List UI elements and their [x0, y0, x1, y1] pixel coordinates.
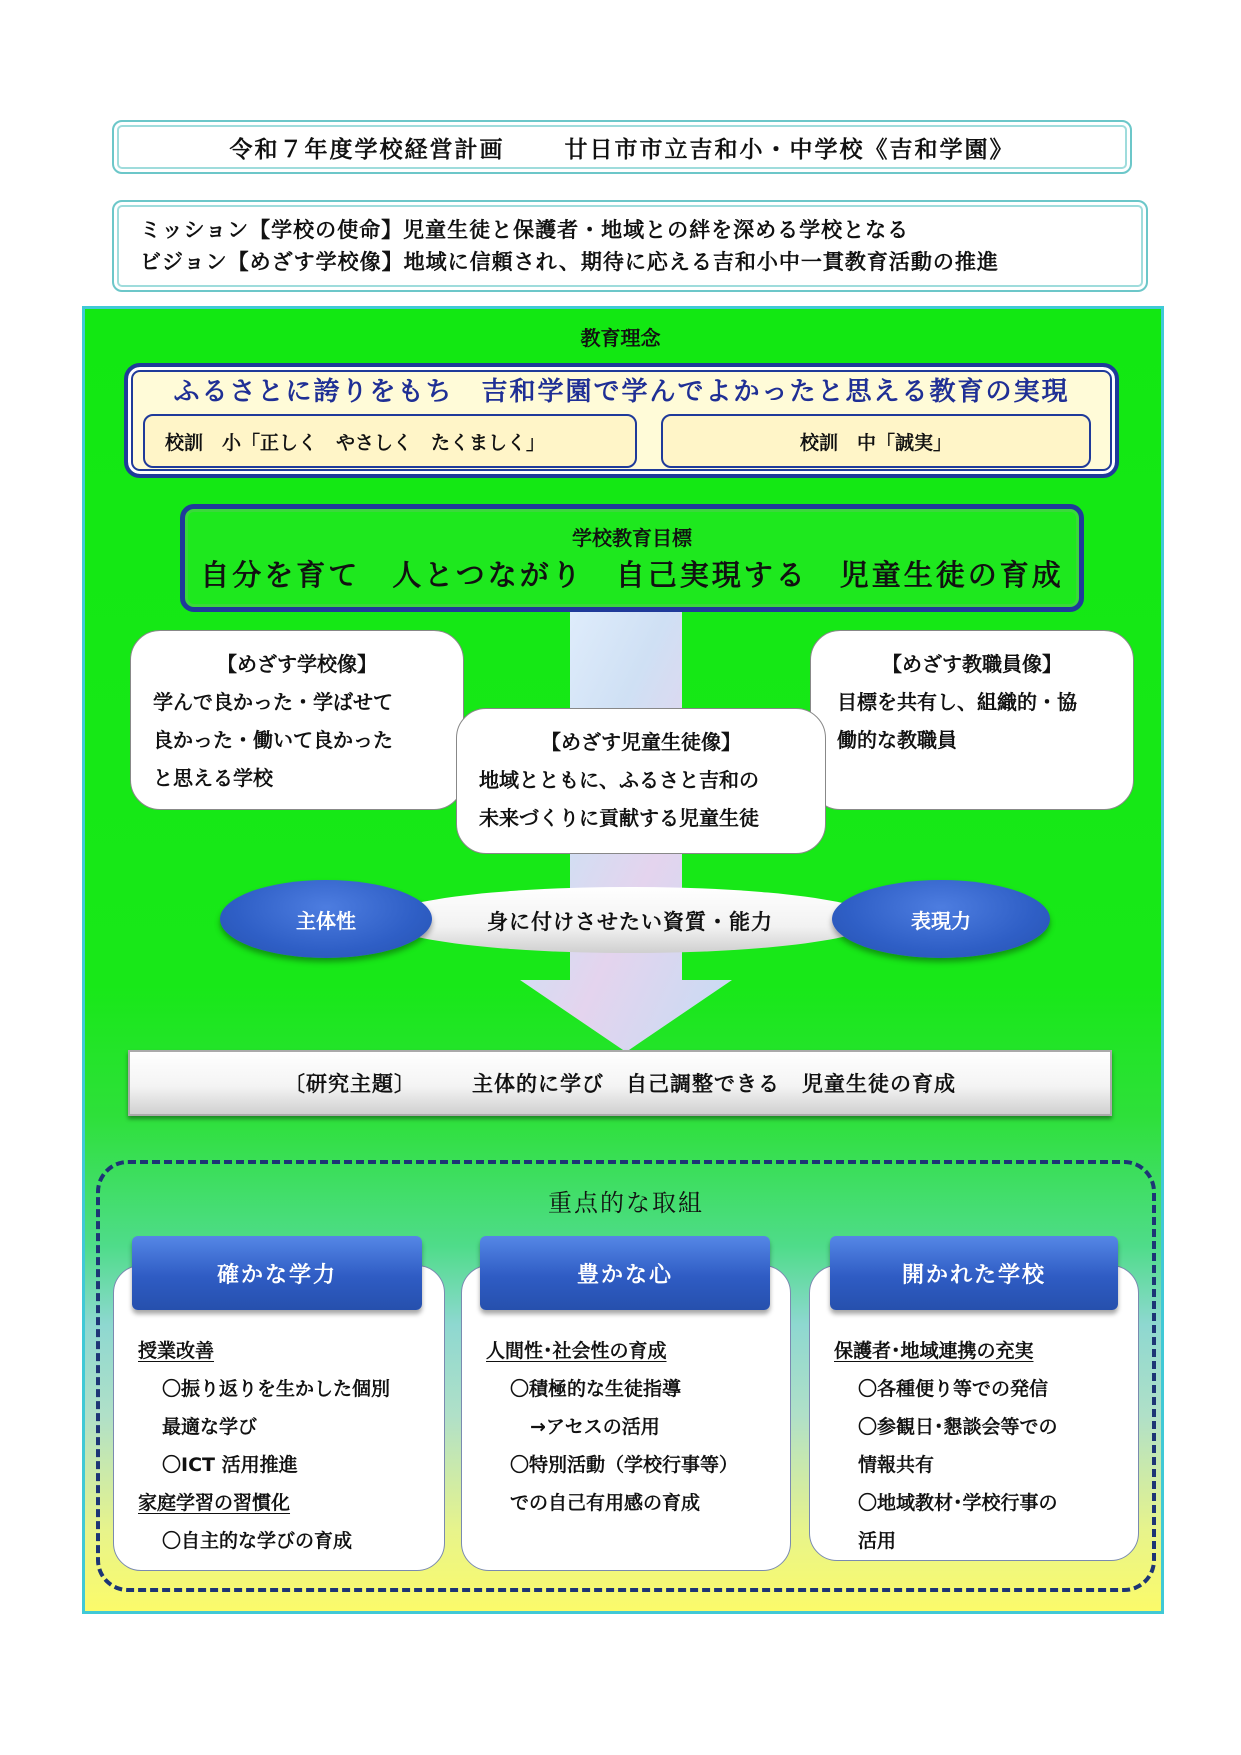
research-theme-box: [128, 1050, 1112, 1116]
pillar-item: 授業改善: [138, 1340, 215, 1362]
pillar-item: →アセスの活用: [530, 1416, 660, 1438]
vision-line: ビジョン【めざす学校像】地域に信頼され、期待に応える吉和小中一貫教育活動の推進: [140, 250, 999, 274]
ideal-school-line: 学んで良かった・学ばせて: [153, 690, 393, 714]
pillar-heart-head: 豊かな心: [480, 1236, 770, 1310]
ideal-staff-head: 【めざす教職員像】: [882, 652, 1062, 676]
qualities-label: 身に付けさせたい資質・能力: [487, 910, 773, 934]
pillar-open-school-head: 開かれた学校: [830, 1236, 1118, 1310]
plan-title-box: [112, 120, 1132, 174]
pillar-item: 〇ICT 活用推進: [162, 1454, 298, 1476]
pillar-item: 〇自主的な学びの育成: [162, 1530, 353, 1552]
ideal-staff-line: 働的な教職員: [837, 728, 957, 752]
pillar-item: 〇地域教材･学校行事の: [858, 1492, 1058, 1514]
school-goal-text: 自分を育て 人とつながり 自己実現する 児童生徒の育成: [200, 558, 1064, 592]
pillar-item: 人間性･社会性の育成: [486, 1340, 667, 1362]
pillar-item: 〇参観日･懇談会等での: [858, 1416, 1058, 1438]
focus-initiatives-title: 重点的な取組: [548, 1189, 704, 1217]
pillar-item: 情報共有: [858, 1454, 935, 1476]
ideal-school-line: と思える学校: [153, 766, 273, 790]
ideal-student-line: 地域とともに、ふるさと吉和の: [479, 768, 759, 792]
mission-vision-box: [112, 200, 1148, 292]
pillar-item: 保護者･地域連携の充実: [834, 1340, 1034, 1362]
school-goal-label: 学校教育目標: [572, 526, 692, 550]
school-name: 廿日市市立吉和小・中学校《吉和学園》: [564, 136, 1015, 163]
pillar-item: 最適な学び: [162, 1416, 258, 1438]
pillar-item: 家庭学習の習慣化: [138, 1492, 291, 1514]
ideal-student-head: 【めざす児童生徒像】: [541, 730, 741, 754]
ideal-school-card: [130, 630, 464, 810]
ideal-student-line: 未来づくりに貢献する児童生徒: [479, 806, 759, 830]
mission-line: ミッション【学校の使命】児童生徒と保護者・地域との絆を深める学校となる: [140, 218, 910, 242]
motto-junior-high: 校訓 中「誠実」: [661, 414, 1091, 468]
philosophy-text: ふるさとに誇りをもち 吉和学園で学んでよかったと思える教育の実現: [173, 377, 1070, 407]
quality-initiative: 主体性: [220, 880, 432, 958]
ideal-student-card: [456, 708, 826, 854]
ideal-staff-line: 目標を共有し、組織的・協: [837, 690, 1077, 714]
quality-expression: 表現力: [832, 880, 1050, 958]
pillar-item: での自己有用感の育成: [510, 1492, 701, 1514]
research-theme-label: 〔研究主題〕: [284, 1072, 416, 1096]
pillar-item: 〇特別活動（学校行事等）: [510, 1454, 739, 1476]
philosophy-label: 教育理念: [580, 326, 661, 350]
pillar-item: 〇積極的な生徒指導: [510, 1378, 682, 1400]
pillar-academic-head: 確かな学力: [132, 1236, 422, 1310]
ideal-school-line: 良かった・働いて良かった: [153, 728, 393, 752]
ideal-staff-card: [810, 630, 1134, 810]
pillar-item: 〇振り返りを生かした個別: [162, 1378, 391, 1400]
plan-title: 令和７年度学校経営計画: [229, 136, 505, 163]
pillar-academic-card: [113, 1265, 445, 1571]
motto-elementary: 校訓 小「正しく やさしく たくましく」: [143, 414, 637, 468]
research-theme-text: 主体的に学び 自己調整できる 児童生徒の育成: [472, 1072, 956, 1096]
pillar-item: 活用: [858, 1530, 897, 1552]
pillar-item: 〇各種便り等での発信: [858, 1378, 1049, 1400]
ideal-school-head: 【めざす学校像】: [217, 652, 377, 676]
pillar-heart-card: [461, 1265, 791, 1571]
